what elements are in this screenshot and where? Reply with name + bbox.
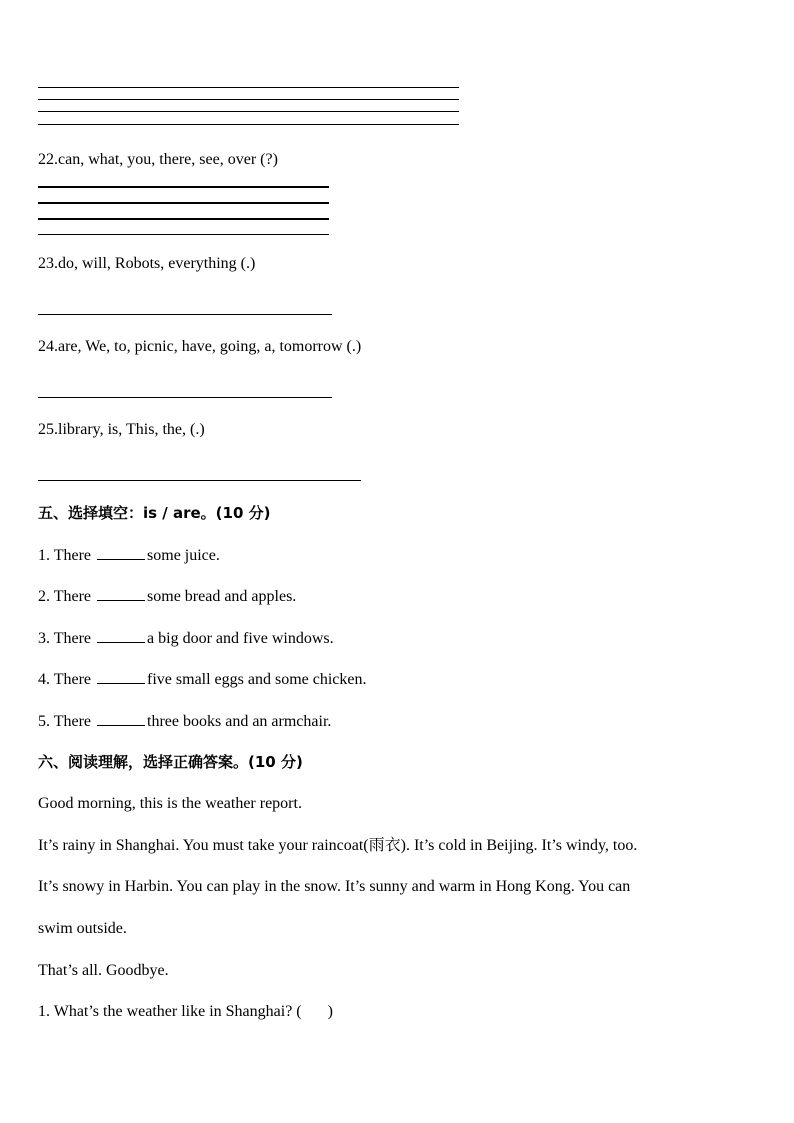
item-before: 5. There (38, 713, 92, 730)
answer-line (38, 124, 459, 125)
question-text: 1. What’s the weather like in Shanghai? (38, 1003, 293, 1020)
item-after: some juice. (147, 547, 220, 564)
item-after: some bread and apples. (147, 588, 297, 605)
reading-line: That’s all. Goodbye. (38, 962, 169, 979)
answer-line (38, 480, 361, 481)
answer-line (38, 111, 459, 112)
answer-blank[interactable] (97, 711, 145, 726)
answer-line (38, 99, 459, 100)
item-before: 3. There (38, 630, 92, 647)
question-25: 25.library, is, This, the, (.) (38, 421, 205, 438)
answer-blank[interactable] (97, 628, 145, 643)
item-after: three books and an armchair. (147, 713, 332, 730)
answer-blank[interactable] (97, 545, 145, 560)
answer-line (38, 186, 329, 188)
reading-line: swim outside. (38, 920, 127, 937)
answer-paren-close: ) (327, 1003, 333, 1020)
section-5-heading: 五、选择填空：is / are。(10 分) (38, 504, 271, 522)
question-24: 24.are, We, to, picnic, have, going, a, tomorrow (.) (38, 338, 362, 355)
reading-line: It’s rainy in Shanghai. You must take your raincoat(雨衣). It’s cold in Beijing. It’s windy, too. (38, 837, 638, 854)
fill-item-1 (38, 545, 220, 566)
answer-line (38, 397, 332, 398)
fill-item-5 (38, 711, 331, 732)
reading-line: Good morning, this is the weather report. (38, 795, 302, 812)
fill-item-4 (38, 669, 367, 690)
item-before: 2. There (38, 588, 92, 605)
item-after: a big door and five windows. (147, 630, 334, 647)
reading-line: It’s snowy in Harbin. You can play in the snow. It’s sunny and warm in Hong Kong. You can (38, 878, 631, 895)
section-6-heading: 六、阅读理解，选择正确答案。(10 分) (38, 753, 303, 771)
fill-item-2 (38, 586, 296, 607)
item-before: 1. There (38, 547, 92, 564)
answer-line (38, 314, 332, 315)
answer-paren-open: ( (296, 1003, 302, 1020)
item-after: five small eggs and some chicken. (147, 671, 367, 688)
answer-blank[interactable] (97, 586, 145, 601)
fill-item-3 (38, 628, 334, 649)
answer-line (38, 202, 329, 204)
answer-line (38, 87, 459, 88)
item-before: 4. There (38, 671, 92, 688)
question-23: 23.do, will, Robots, everything (.) (38, 255, 256, 272)
answer-line (38, 234, 329, 235)
answer-line (38, 218, 329, 220)
reading-question-1 (38, 1002, 333, 1022)
answer-blank[interactable] (97, 669, 145, 684)
question-22: 22.can, what, you, there, see, over (?) (38, 151, 278, 168)
